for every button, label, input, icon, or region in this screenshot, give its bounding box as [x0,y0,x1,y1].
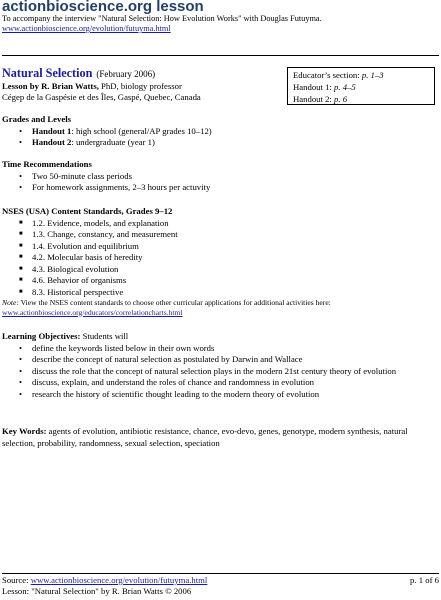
list-item: • For homework assignments, 2–3 hours per actuvity [19,182,211,192]
educator-section-pages: p. 1–3 [361,70,384,80]
list-item: • Handout 1: high school (general/AP grades 10–12) [19,125,212,136]
brand-title: actionbioscience.org lesson [2,0,204,15]
note-label: Note: [2,298,19,307]
list-item: ■ 1.2. Evidence, models, and explanation [19,217,169,228]
list-item: ■ 1.4. Evolution and equilibrium [19,240,139,251]
correlation-charts-link[interactable]: www.actionbioscience.org/educators/correlationcharts.html [2,307,183,317]
grades-section [2,114,439,149]
list-item: • discuss the role that the concept of natural selection plays in the modern 21st century theory of evolution [19,365,397,376]
bullet-icon: • [19,342,23,353]
footer-divider [2,573,439,574]
time-section [2,159,439,194]
keywords-heading: Key Words: [2,426,47,436]
header-divider [2,55,439,56]
author-affiliation: Cégep de la Gaspésie et des Îles, Gaspé, Quebec, Canada [2,92,201,102]
bullet-icon: • [19,170,23,181]
standards-note [2,298,439,317]
square-bullet-icon: ■ [19,254,23,260]
grades-heading: Grades and Levels [2,114,72,124]
objectives-heading: Learning Objectives: [2,331,81,341]
lesson-date: (February 2006) [96,69,156,79]
standards-section [2,206,439,317]
objectives-intro: Students will [80,331,129,341]
list-item: • describe the concept of natural selection as postulated by Darwin and Wallace [19,354,303,364]
footer [2,575,439,597]
square-bullet-icon: ■ [19,219,23,226]
list-item: ■ 4.2. Molecular basis of heredity [19,252,143,262]
square-bullet-icon: ■ [19,231,23,237]
page-number: p. 1 of 6 [410,575,439,585]
bullet-icon: • [19,125,23,136]
bullet-icon: • [19,354,23,364]
bullet-icon: • [19,365,23,376]
square-bullet-icon: ■ [19,242,23,249]
lesson-title: Natural Selection [2,66,93,80]
list-item: ■ 4.6. Behavior of organisms [19,275,127,285]
list-item: • Handout 2: undergraduate (year 1) [19,137,155,147]
bullet-icon: • [19,182,23,192]
square-bullet-icon: ■ [19,277,23,283]
square-bullet-icon: ■ [19,265,23,272]
keywords-section [2,426,439,449]
standards-heading: NSES (USA) Content Standards, Grades 9–12 [2,206,173,216]
interview-note: To accompany the interview "Natural Selection: How Evolution Works" with Douglas Futuyma. [2,14,322,23]
bullet-icon: • [19,388,23,399]
educator-section-label: Educator’s section: [293,70,362,80]
title-block [2,66,282,103]
list-item: • research the history of scientific thought leading to the modern theory of evolution [19,388,320,399]
bullet-icon: • [19,377,23,387]
list-item: • define the keywords listed below in their own words [19,342,215,353]
list-item: ■ 8.3. Historical perspective [19,286,124,297]
author-role: PhD, biology professor [98,81,182,91]
bullet-icon: • [19,137,23,147]
list-item: ■ 4.3. Biological evolution [19,263,119,274]
list-item: • discuss, explain, and understand the roles of chance and randomness in evolution [19,377,315,387]
footer-lesson-credit: Lesson: "Natural Selection" by R. Brian Watts © 2006 [2,586,192,596]
author-name: Lesson by R. Brian Watts, [2,81,99,91]
keywords-text: agents of evolution, antibiotic resistance, chance, evo-devo, genes, genotype, modern synthesis, natural selection, probability, randomness, sexual selection, speciation [2,426,408,448]
handout1-label: Handout 1: [293,82,335,92]
square-bullet-icon: ■ [19,288,23,295]
time-heading: Time Recommendations [2,159,92,169]
educator-section-box [287,67,435,105]
handout1-pages: p. 4–5 [334,82,356,92]
handout2-label: Handout 2: [293,94,335,104]
list-item: • Two 50-minute class periods [19,170,133,181]
note-text: View the NSES content standards to choose other curricular applications for additional activities here: [18,298,331,307]
footer-source-link[interactable]: www.actionbioscience.org/evolution/futuyma.html [30,575,208,585]
objectives-section [2,331,439,400]
list-item: ■ 1.3. Change, constancy, and measurement [19,229,178,239]
interview-link[interactable]: www.actionbioscience.org/evolution/futuyma.html [2,24,171,33]
footer-source-label: Source: [2,575,31,585]
handout2-pages: p. 6 [334,94,348,104]
